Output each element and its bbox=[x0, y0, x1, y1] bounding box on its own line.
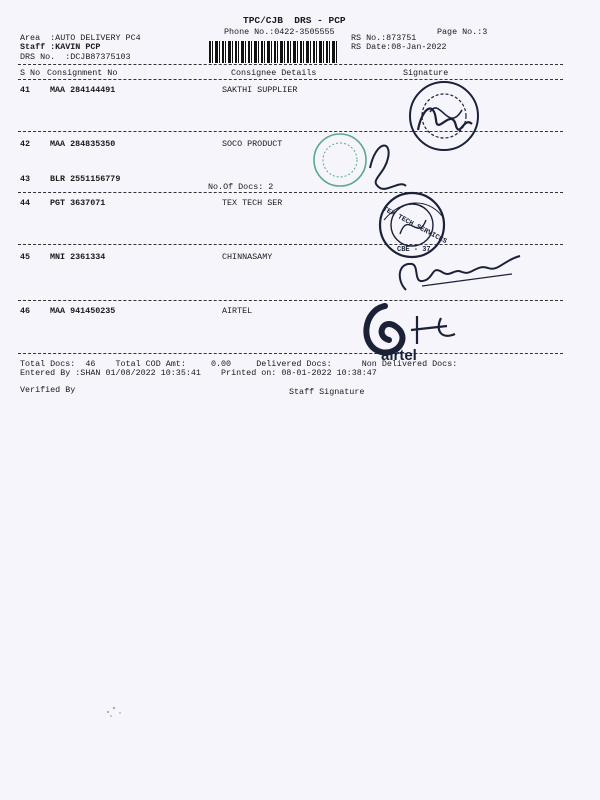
row-consignee: TEX TECH SER bbox=[222, 198, 283, 208]
row-divider bbox=[18, 353, 563, 354]
area-field: Area :AUTO DELIVERY PC4 bbox=[20, 33, 141, 43]
row-consignment: PGT 3637071 bbox=[50, 198, 106, 208]
staff-signature: Staff Signature bbox=[289, 387, 365, 397]
no-of-docs: No.Of Docs: 2 bbox=[208, 182, 274, 192]
row-consignee: AIRTEL bbox=[222, 306, 253, 316]
entered-by-line: Entered By :SHAN 01/08/2022 10:35:41 Printed on: 08-01-2022 10:38:47 bbox=[20, 368, 377, 378]
row-sno: 42 bbox=[20, 139, 31, 149]
staff-field: Staff :KAVIN PCP bbox=[20, 42, 101, 52]
row-consignee: CHINNASAMY bbox=[222, 252, 273, 262]
airtel-logo-text: airtel bbox=[381, 347, 417, 364]
row-consignment: MNI 2361334 bbox=[50, 252, 106, 262]
column-consignee: Consignee Details bbox=[231, 68, 317, 78]
row-divider bbox=[18, 300, 563, 301]
row-sno: 45 bbox=[20, 252, 31, 262]
header-rule bbox=[18, 64, 563, 65]
totals-line: Total Docs: 46 Total COD Amt: 0.00 Delivered Docs: Non Delivered Docs: bbox=[20, 359, 458, 369]
sakthi-stamp bbox=[400, 76, 490, 156]
row-consignment: MAA 284835350 bbox=[50, 139, 116, 149]
phone-number: Phone No.:0422-3505555 bbox=[224, 27, 335, 37]
row-sno: 44 bbox=[20, 198, 31, 208]
row-divider bbox=[18, 244, 563, 245]
chinnasamy-signature bbox=[392, 250, 527, 300]
row-consignment: BLR 2551156779 bbox=[50, 174, 121, 184]
column-sno: S No bbox=[20, 68, 41, 78]
verified-by: Verified By bbox=[20, 385, 76, 395]
row-sno: 46 bbox=[20, 306, 31, 316]
rs-number: RS No.:873751 bbox=[351, 33, 417, 43]
scan-speck bbox=[100, 700, 130, 720]
row-consignee: SOCO PRODUCT bbox=[222, 139, 283, 149]
tex-tech-stamp-code: CBE - 37 bbox=[397, 246, 431, 254]
row-sno: 43 bbox=[20, 174, 31, 184]
row-consignee: SAKTHI SUPPLIER bbox=[222, 85, 298, 95]
rs-date: RS Date:08-Jan-2022 bbox=[351, 42, 447, 52]
document-title: TPC/CJB DRS - PCP bbox=[243, 15, 346, 26]
drs-number: DRS No. :DCJB87375103 bbox=[20, 52, 131, 62]
column-consignment: Consignment No bbox=[47, 68, 118, 78]
row-sno: 41 bbox=[20, 85, 31, 95]
row-consignment: MAA 941450235 bbox=[50, 306, 116, 316]
tex-tech-stamp-text: TEX TECH SERVICES bbox=[381, 205, 448, 247]
barcode bbox=[209, 41, 337, 63]
page-number: Page No.:3 bbox=[437, 27, 488, 37]
row-divider bbox=[18, 192, 563, 193]
row-consignment: MAA 284144491 bbox=[50, 85, 116, 95]
column-signature: Signature bbox=[403, 68, 449, 78]
